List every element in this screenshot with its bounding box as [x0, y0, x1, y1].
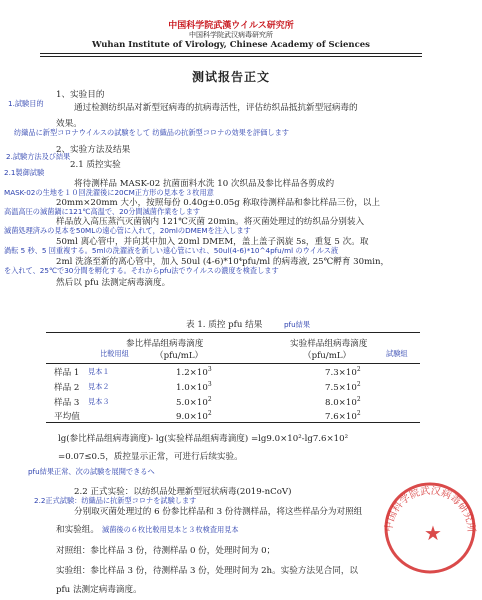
section2-1-note: 2.1製御試験 [4, 168, 45, 177]
section2-heading: 2、实验方法及结果 [56, 145, 131, 155]
official-seal [372, 470, 482, 580]
section2-p5: 2ml 洗涤至新的离心管中，加入 50ul (4-6)*10⁴pfu/ml 的病毒液, 25℃孵育 30min， [56, 257, 390, 267]
exp-titer: $7.5\times 10^2$ [325, 381, 361, 393]
row-note: 見本３ [88, 397, 110, 406]
ref-titer: $1.0\times 10^3$ [176, 381, 212, 393]
section1-jp-note: 纺織品に新型コロナウイルスの試験をして 纺織品の抗新型コロナの効果を評価します [14, 128, 289, 137]
seal-text: 中国科学院武汉病毒研究所 [383, 485, 477, 534]
institute-title-en: Wuhan Institute of Virology, Chinese Academy of Sciences [92, 40, 370, 50]
row-label: 样品 3 [54, 398, 80, 408]
section2-p4-note: 渦転 5 秒、5 回重複する。5mlの洗濯液を新しい遠心管にいれ、50ul(4-6)*10^4pfu/ml のウイルス液 [4, 246, 339, 255]
table-top-rule [46, 332, 420, 333]
section2-1-heading: 2.1 质控实验 [70, 160, 121, 170]
section22-p2: 和实验组。 [56, 525, 99, 535]
table-bottom-rule [46, 422, 420, 423]
section1-text1: 通过检测纺织品对新型冠病毒的抗病毒活性，评估纺织品抵抗新型冠病毒的 [74, 103, 358, 113]
section22-p4: 实验组：参比样品 3 份，待测样品 3 份，处理时间为 2h。实验方法见合同，以 [56, 566, 359, 576]
section2-p3-note: 滅菌処理済みの見本を50MLの遠心管に入れて，20mlのDMEMを注入します [4, 226, 251, 235]
ref-titer: $9.0\times 10^2$ [176, 410, 212, 422]
section2-p6: 然后以 pfu 法测定病毒滴度。 [56, 278, 171, 288]
col-exp-header: 实验样品组病毒滴度 [290, 339, 368, 349]
section2-p3: 样品放入高压蒸汽灭菌锅内 121℃灭菌 20min。将灭菌处理过的纺织品分别装入 [56, 217, 365, 227]
section2-p1-note: MASK-02の生地を１０回洗濯後に20CM正方形の見本を３枚用意 [4, 188, 214, 197]
row-label: 样品 2 [54, 383, 80, 393]
col-exp-unit: （pfu/mL） [303, 351, 352, 361]
header-rule-thin [40, 56, 422, 57]
ref-titer: $5.0\times 10^2$ [176, 396, 212, 408]
row-label: 平均值 [54, 412, 80, 422]
table1-caption-note: pfu結果 [284, 320, 311, 329]
section22-p5: pfu 法测定病毒滴度。 [56, 585, 142, 595]
col-ref-note: 比較用組 [100, 349, 129, 358]
col-exp-note: 試験組 [386, 349, 408, 358]
calc-note: pfu結果正常、次の試験を展開できるへ [28, 467, 155, 476]
svg-text:★: ★ [424, 521, 442, 545]
table1-caption: 表 1. 质控 pfu 结果 [186, 320, 263, 330]
row-note: 見本１ [88, 367, 110, 376]
col-ref-unit: （pfu/mL） [155, 351, 204, 361]
section2-p5-note: を入れて、25℃で30分間を孵化する。それからpfu法でウイルスの濃度を検査します [4, 266, 279, 275]
row-note: 見本２ [88, 382, 110, 391]
section2-p2-note: 高温高圧の滅菌鍋に121℃高温で、20分間滅菌作業をします [4, 207, 201, 216]
section2-p1: 将待测样品 MASK-02 抗菌面料水洗 10 次织品及参比样品各剪成约 [74, 179, 335, 189]
institute-title-cn: 中国科学院武漢ウイルス研究所 [168, 21, 294, 31]
header-rule [40, 53, 422, 54]
section22-note: 2.2正式試験：纺織品に抗新型コロナを試験します [34, 496, 197, 505]
section2-p2: 20mm×20mm 大小，按照每份 0.40g±0.05g 称取待测样品和参比样品三份，以上 [56, 198, 380, 208]
section22-p3: 对照组：参比样品 3 份，待测样品 0 份，处理时间为 0； [56, 546, 276, 556]
section2-p4: 50ml 离心管中，并向其中加入 20ml DMEM，盖上盖子涡旋 5s，重复 5 次。取 [56, 237, 369, 247]
section1-heading: 1、实验目的 [56, 90, 105, 100]
report-title: 测试报告正文 [191, 70, 270, 84]
exp-titer: $8.0\times 10^2$ [325, 396, 361, 408]
section22-p2-note: 滅菌後の６枚比較用見本と３枚検査用見本 [102, 525, 239, 534]
col-ref-header: 参比样品组病毒滴度 [126, 339, 204, 349]
calc-line2: =0.07≤0.5，质控显示正常，可进行后续实验。 [58, 452, 243, 462]
institute-subtitle-cn: 中国科学院武汉病毒研究所 [189, 31, 273, 39]
section2-note: 2.試験方法及び結果 [6, 152, 71, 161]
ref-titer: $1.2\times 10^3$ [176, 366, 212, 378]
section22-p1: 分别取灭菌处理过的 6 份参比样品和 3 份待测样品，将这些样品分为对照组 [74, 507, 363, 517]
row-label: 样品 1 [54, 368, 80, 378]
section1-text2: 效果。 [56, 119, 82, 129]
exp-titer: $7.6\times 10^2$ [325, 410, 361, 422]
table-header-rule [46, 363, 420, 364]
section22-heading: 2.2 正式实验：以纺织品处理新型冠状病毒(2019-nCoV) [74, 487, 292, 497]
exp-titer: $7.3\times 10^2$ [325, 366, 361, 378]
calc-line1: lg(参比样品组病毒滴度)- lg(实验样品组病毒滴度) =lg9.0×10²-lg7.6×10² [58, 434, 349, 444]
section1-note: 1.試験目的 [8, 99, 44, 108]
